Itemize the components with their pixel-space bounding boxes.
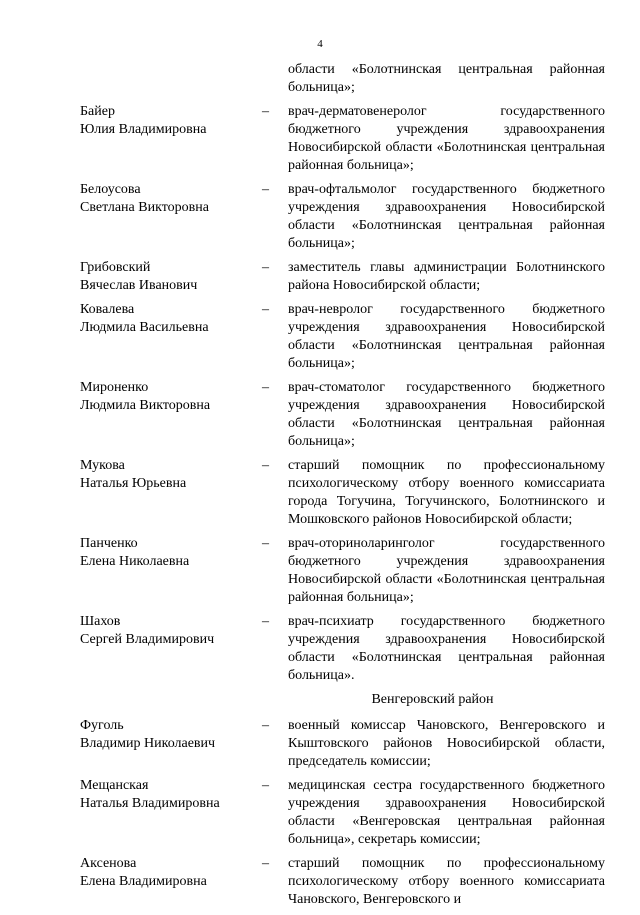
- member-given-names: Елена Николаевна: [80, 554, 190, 569]
- member-name: [80, 777, 259, 849]
- member-name: [80, 717, 259, 771]
- member-entry: [80, 259, 605, 295]
- member-surname: Панченко: [80, 536, 138, 551]
- member-list-bolotnoye: [80, 103, 605, 685]
- section-heading: Венгеровский район: [371, 692, 494, 707]
- member-name: [80, 379, 259, 451]
- dash-separator: –: [262, 718, 269, 733]
- member-name: [80, 181, 259, 253]
- member-surname: Белоусова: [80, 182, 141, 197]
- member-name: [80, 457, 259, 529]
- dash-separator: –: [262, 302, 269, 317]
- dash-separator: –: [262, 614, 269, 629]
- dash-separator: –: [262, 778, 269, 793]
- member-entry: [80, 855, 605, 909]
- member-entry: [80, 457, 605, 529]
- member-entry: [80, 103, 605, 175]
- member-name: [80, 855, 259, 909]
- member-position: военный комиссар Чановского, Венгеровского и Кыштовского районов Новосибирской области, председатель комиссии;: [288, 718, 605, 769]
- member-surname: Байер: [80, 104, 115, 119]
- member-given-names: Владимир Николаевич: [80, 736, 216, 751]
- dash-separator: –: [262, 380, 269, 395]
- page-number: 4: [317, 38, 323, 50]
- member-surname: Мукова: [80, 458, 125, 473]
- member-position: врач-дерматовенеролог государственного бюджетного учреждения здравоохранения Новосибирской области «Болотнинская центральная районная больница»;: [288, 104, 605, 173]
- member-name: [80, 259, 259, 295]
- member-position: врач-оториноларинголог государственного бюджетного учреждения здравоохранения Новосибирской области «Болотнинская центральная районная больница»;: [288, 536, 605, 605]
- member-entry: [80, 717, 605, 771]
- member-list-vengerovo: [80, 717, 605, 909]
- member-surname: Мещанская: [80, 778, 149, 793]
- member-given-names: Сергей Владимирович: [80, 632, 215, 647]
- member-entry: [80, 181, 605, 253]
- member-position: врач-офтальмолог государственного бюджетного учреждения здравоохранения Новосибирской области «Болотнинская центральная районная больница»;: [288, 182, 605, 251]
- member-position: старший помощник по профессиональному психологическому отбору военного комиссариата Чановского, Венгеровского и: [288, 856, 605, 907]
- dash-separator: –: [262, 260, 269, 275]
- member-position: врач-стоматолог государственного бюджетного учреждения здравоохранения Новосибирской области «Болотнинская центральная районная больница»;: [288, 380, 605, 449]
- member-surname: Ковалева: [80, 302, 135, 317]
- member-given-names: Наталья Владимировна: [80, 796, 220, 811]
- member-given-names: Людмила Васильевна: [80, 320, 209, 335]
- member-name: [80, 301, 259, 373]
- document-body: [80, 61, 605, 915]
- member-name: [80, 103, 259, 175]
- member-given-names: Юлия Владимировна: [80, 122, 207, 137]
- member-position: медицинская сестра государственного бюджетного учреждения здравоохранения Новосибирской области «Венгеровская центральная районная больница», секретарь комиссии;: [288, 778, 605, 847]
- continuation-text: области «Болотнинская центральная районная больница»;: [288, 62, 605, 95]
- dash-separator: –: [262, 856, 269, 871]
- dash-separator: –: [262, 104, 269, 119]
- member-given-names: Людмила Викторовна: [80, 398, 211, 413]
- member-given-names: Светлана Викторовна: [80, 200, 209, 215]
- member-name: [80, 535, 259, 607]
- member-entry: [80, 379, 605, 451]
- member-name: [80, 613, 259, 685]
- member-surname: Фуголь: [80, 718, 124, 733]
- member-surname: Мироненко: [80, 380, 149, 395]
- member-surname: Аксенова: [80, 856, 137, 871]
- member-surname: Грибовский: [80, 260, 151, 275]
- member-given-names: Наталья Юрьевна: [80, 476, 187, 491]
- member-entry: [80, 301, 605, 373]
- member-entry: [80, 613, 605, 685]
- member-position: врач-психиатр государственного бюджетного учреждения здравоохранения Новосибирской области «Болотнинская центральная районная больница».: [288, 614, 605, 683]
- member-entry: [80, 535, 605, 607]
- member-entry: [80, 777, 605, 849]
- member-given-names: Вячеслав Иванович: [80, 278, 198, 293]
- dash-separator: –: [262, 458, 269, 473]
- dash-separator: –: [262, 536, 269, 551]
- member-given-names: Елена Владимировна: [80, 874, 207, 889]
- member-surname: Шахов: [80, 614, 121, 629]
- member-position: заместитель главы администрации Болотнинского района Новосибирской области;: [288, 260, 605, 293]
- dash-separator: –: [262, 182, 269, 197]
- member-position: старший помощник по профессиональному психологическому отбору военного комиссариата города Тогучина, Тогучинского, Болотнинского и Мошковского районов Новосибирской области;: [288, 458, 605, 527]
- member-position: врач-невролог государственного бюджетного учреждения здравоохранения Новосибирской области «Болотнинская центральная районная больница»;: [288, 302, 605, 371]
